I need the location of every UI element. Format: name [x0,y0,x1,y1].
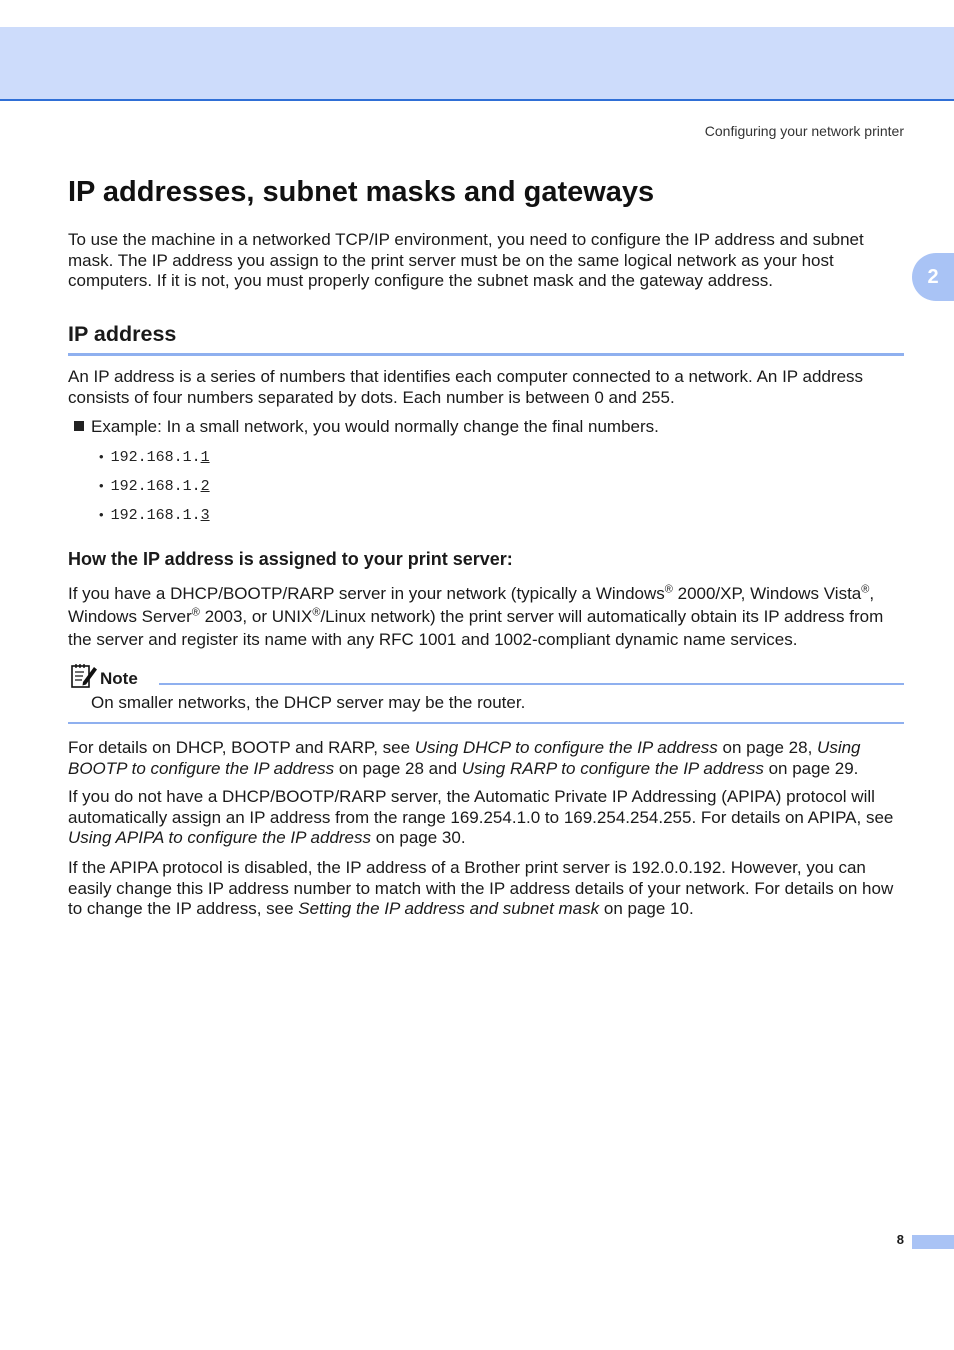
text-run: on page 30. [371,828,466,847]
page-number: 8 [896,1232,904,1247]
section-heading-ip-address: IP address [68,322,904,356]
ip-example-list [99,447,210,534]
ip-last-octet: 2 [200,478,210,495]
list-item [99,505,210,534]
running-head: Configuring your network printer [704,123,904,139]
text-run: 2003, or UNIX [199,607,313,626]
text-run: If the APIPA protocol is disabled, the IP address of a Brother print server is 192.0.0.192. However, you can easily change this IP address number to match with the IP address details of your network. For details on how to change the IP address, see [68,858,894,918]
cross-reference: Using RARP to configure the IP address [461,758,764,778]
registered-mark: ® [312,606,321,619]
text-run: 2000/XP, Windows Vista [672,584,862,603]
ip-prefix: 192.168.1. [110,449,201,466]
cross-reference: Using BOOTP to configure the IP address [68,738,861,778]
apipa-paragraph [68,787,904,849]
subsection-heading-assignment: How the IP address is assigned to your print server: [68,549,513,569]
bullet-dot-icon: • [99,478,104,493]
example-item [74,417,659,437]
cross-reference: Using APIPA to configure the IP address [68,828,372,847]
note-label: Note [100,669,138,688]
note-header [70,663,904,687]
cross-reference: Setting the IP address and subnet mask [298,899,600,918]
registered-mark: ® [861,583,870,596]
text-run: If you have a DHCP/BOOTP/RARP server in your network (typically a Windows [68,584,665,603]
registered-mark: ® [191,606,200,619]
header-band [0,27,954,101]
text-run: , Windows Server [68,584,875,626]
text-run: If you do not have a DHCP/BOOTP/RARP server, the Automatic Private IP Addressing (APIPA) protocol will automatically assign an IP address from the range 169.254.1.0 to 169.254.254.255. For details on APIPA, see [68,787,894,827]
text-run: For details on DHCP, BOOTP and RARP, see [68,738,415,757]
cross-reference: Using DHCP to configure the IP address [414,738,718,757]
note-divider [159,683,904,685]
text-run: on page 28, [717,738,818,757]
registered-mark: ® [664,583,673,596]
details-paragraph [68,738,904,779]
list-item [99,447,210,476]
ip-prefix: 192.168.1. [110,478,201,495]
text-run: on page 10. [599,899,694,918]
ip-last-octet: 3 [200,507,210,524]
note-text: On smaller networks, the DHCP server may be the router. [91,693,526,712]
note-bottom-divider [68,722,904,724]
text-run: /Linux network) the print server will automatically obtain its IP address from the server and register its name with any RFC 1001 and 1002-compliant dynamic name services. [68,607,884,649]
apipa-disabled-paragraph [68,858,904,920]
page-title: IP addresses, subnet masks and gateways [68,176,655,208]
list-item [99,476,210,505]
ip-prefix: 192.168.1. [110,507,201,524]
chapter-tab: 2 [912,253,954,301]
ip-last-octet: 1 [200,449,210,466]
text-run: on page 29. [763,758,859,778]
bullet-dot-icon: • [99,507,104,522]
ip-definition-paragraph: An IP address is a series of numbers that identifies each computer connected to a network. An IP address consists of four numbers separated by dots. Each number is between 0 and 255. [68,367,864,407]
bullet-dot-icon: • [99,449,104,464]
page-tab [912,1235,954,1249]
example-text: Example: In a small network, you would normally change the final numbers. [91,417,659,436]
dhcp-paragraph [68,582,904,651]
note-pencil-icon [70,663,98,689]
text-run: on page 28 and [334,758,462,778]
intro-paragraph: To use the machine in a networked TCP/IP environment, you need to configure the IP address and subnet mask. The IP address you assign to the print server must be on the same logical network as your host computers. If it is not, you must properly configure the subnet mask and the gateway address. [68,230,864,290]
square-bullet-icon [74,421,84,431]
